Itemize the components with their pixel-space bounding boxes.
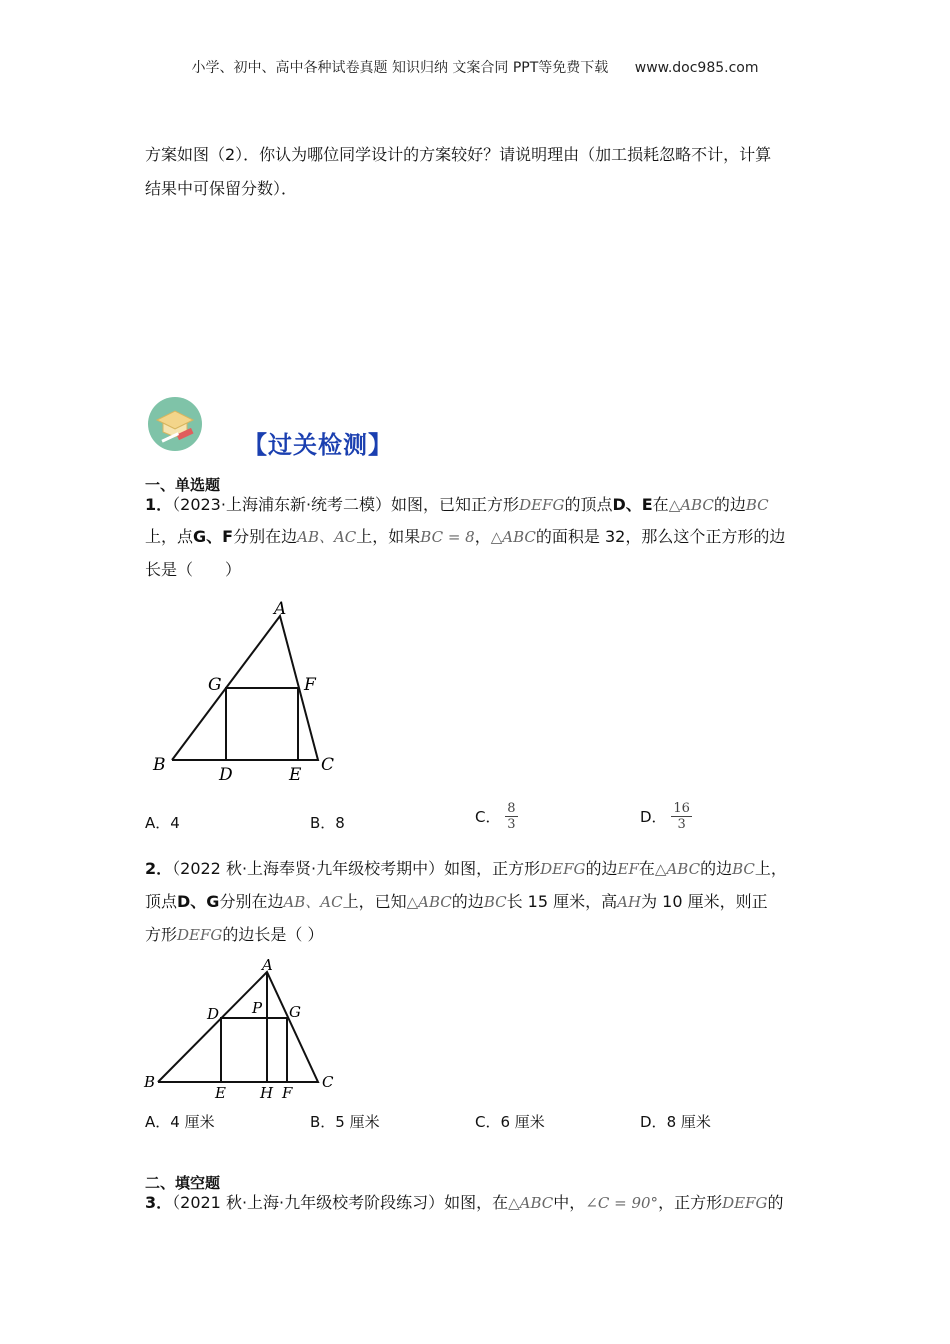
q2-label-e: E xyxy=(215,1084,226,1102)
q1-math-abac: AB、AC xyxy=(297,528,357,546)
q2-text: 方形 xyxy=(145,925,178,944)
q2-label-a: A xyxy=(262,956,273,974)
q1-option-d[interactable] xyxy=(640,801,692,832)
q2-text: 上，已知 xyxy=(342,892,407,911)
q1-label-b: B xyxy=(153,755,166,775)
q2-label-g: G xyxy=(289,1003,301,1021)
q2-text: 为 10 厘米，则正 xyxy=(641,892,768,911)
option-value: 4 xyxy=(170,814,180,832)
q1-text: 分别在边 xyxy=(233,527,298,546)
intro-line-2: 结果中可保留分数）． xyxy=(145,179,298,198)
option-value: 8 厘米 xyxy=(666,1113,711,1131)
option-label: C． xyxy=(475,808,501,826)
option-label: D． xyxy=(640,1113,667,1131)
q2-label-h: H xyxy=(260,1084,274,1102)
q1-math-square: DEFG xyxy=(519,496,565,514)
q2-option-b[interactable] xyxy=(310,1111,380,1132)
q3-line-1 xyxy=(145,1186,783,1220)
q2-label-f: F xyxy=(282,1084,293,1102)
q2-text: 在 xyxy=(638,859,655,878)
option-label: B． xyxy=(310,1113,336,1131)
option-value: 5 厘米 xyxy=(335,1113,380,1131)
intro-line-1: 方案如图（2）．你认为哪位同学设计的方案较好？请说明理由（加工损耗忽略不计，计算 xyxy=(145,145,772,164)
q2-option-a[interactable] xyxy=(145,1111,215,1132)
q2-math-ef: EF xyxy=(617,860,639,878)
q2-text: 上， xyxy=(754,859,787,878)
q1-points-gf: G、F xyxy=(193,527,234,546)
q2-text: 的边 xyxy=(451,892,484,911)
q2-math-bc: BC xyxy=(732,860,755,878)
q2-label-p: P xyxy=(252,999,263,1017)
q2-math-triangle-2: △ABC xyxy=(406,893,452,911)
q2-math-abac: AB、AC xyxy=(283,893,343,911)
q2-text: 的边 xyxy=(585,859,618,878)
q1-label-g: G xyxy=(208,675,222,695)
q2-label-b: B xyxy=(144,1073,156,1091)
q1-text: 在 xyxy=(652,495,669,514)
q1-label-d: D xyxy=(219,765,233,785)
q2-triangle-abc xyxy=(158,972,318,1082)
q1-source: （2023·上海浦东新·统考二模） xyxy=(172,495,392,514)
q2-text: 的边 xyxy=(700,859,733,878)
graduation-cap-icon xyxy=(147,396,203,452)
section-title-single-choice: 一、单选题 xyxy=(145,476,221,494)
option-label: A． xyxy=(145,1113,171,1131)
q2-label-c: C xyxy=(322,1073,334,1091)
q1-option-c-fraction xyxy=(505,801,517,832)
q2-text: 的边长是（ ） xyxy=(222,925,324,944)
q3-source: （2021 秋·上海·九年级校考阶段练习） xyxy=(172,1193,445,1212)
q1-line-2 xyxy=(145,520,785,554)
q2-option-c[interactable] xyxy=(475,1111,545,1132)
q2-label-d: D xyxy=(207,1005,220,1023)
q2-square-defg xyxy=(221,1018,287,1082)
q1-label-a: A xyxy=(274,599,287,619)
q2-text: 如图，正方形 xyxy=(444,859,541,878)
q1-option-c[interactable] xyxy=(475,801,518,832)
q1-text: 如图，已知正方形 xyxy=(391,495,520,514)
option-label: D． xyxy=(640,808,667,826)
q1-label-e: E xyxy=(289,765,302,785)
q1-line-3: 长是（ ） xyxy=(145,560,242,579)
q1-text: 的边 xyxy=(713,495,746,514)
banner-title: 【过关检测】 xyxy=(243,431,393,459)
q1-number: 1． xyxy=(145,495,173,514)
q2-math-square: DEFG xyxy=(540,860,586,878)
q1-text: 的顶点 xyxy=(564,495,613,514)
q1-text: 上，如果 xyxy=(356,527,421,546)
q2-line-1 xyxy=(145,852,787,886)
q1-label-c: C xyxy=(321,755,335,775)
q1-square-defg xyxy=(226,688,298,760)
q3-text: 如图，在 xyxy=(444,1193,509,1212)
q2-source: （2022 秋·上海奉贤·九年级校考期中） xyxy=(172,859,445,878)
q2-text: 顶点 xyxy=(145,892,178,911)
q3-text: 的 xyxy=(767,1193,784,1212)
q1-option-b[interactable] xyxy=(310,812,345,833)
q1-math-bc: BC xyxy=(745,496,769,514)
section-title-fill-blank: 二、填空题 xyxy=(145,1174,221,1192)
fraction-numerator: 16 xyxy=(673,801,690,816)
q2-math-ah: AH xyxy=(617,893,642,911)
q3-math-triangle: △ABC xyxy=(508,1194,554,1212)
header-url[interactable]: www.doc985.com xyxy=(634,60,759,76)
q1-text: 的面积是 32，那么这个正方形的边 xyxy=(535,527,786,546)
fraction-denominator: 3 xyxy=(677,817,686,832)
q2-text: 长 15 厘米，高 xyxy=(506,892,618,911)
page-header xyxy=(0,57,950,77)
q2-option-d[interactable] xyxy=(640,1111,711,1132)
q2-text: 分别在边 xyxy=(219,892,284,911)
q1-math-bc8: BC = 8 xyxy=(420,528,475,546)
q2-figure xyxy=(140,955,350,1109)
q2-line-3 xyxy=(145,918,323,952)
option-value: 6 厘米 xyxy=(500,1113,545,1131)
q1-option-d-fraction xyxy=(671,801,692,832)
option-value: 4 厘米 xyxy=(170,1113,215,1131)
q3-math-square: DEFG xyxy=(722,1194,768,1212)
q1-figure xyxy=(150,598,350,792)
q2-math-bc-2: BC xyxy=(483,893,507,911)
q1-math-triangle: △ABC xyxy=(668,496,714,514)
q2-number: 2． xyxy=(145,859,173,878)
option-value: 8 xyxy=(335,814,345,832)
option-label: A． xyxy=(145,814,171,832)
fraction-denominator: 3 xyxy=(507,817,516,832)
q2-math-triangle: △ABC xyxy=(654,860,701,878)
q3-text: ，正方形 xyxy=(658,1193,723,1212)
q3-number: 3． xyxy=(145,1193,173,1212)
fraction-numerator: 8 xyxy=(507,801,516,816)
option-label: C． xyxy=(475,1113,501,1131)
q3-math-angle: ∠C = 90° xyxy=(585,1194,659,1212)
q1-text: ， xyxy=(474,527,491,546)
q2-line-2 xyxy=(145,885,768,919)
header-text: 小学、初中、高中各种试卷真题 知识归纳 文案合同 PPT等免费下载 xyxy=(191,60,609,76)
q1-math-triangle-2: △ABC xyxy=(490,528,536,546)
q1-line-1 xyxy=(145,488,769,522)
q1-option-a[interactable] xyxy=(145,812,180,833)
q1-label-f: F xyxy=(304,675,316,695)
q3-text: 中， xyxy=(553,1193,586,1212)
q1-text: 上，点 xyxy=(145,527,194,546)
q1-points-de: D、E xyxy=(612,495,653,514)
q2-math-square-2: DEFG xyxy=(177,926,223,944)
option-label: B． xyxy=(310,814,336,832)
q2-points-dg: D、G xyxy=(177,892,220,911)
